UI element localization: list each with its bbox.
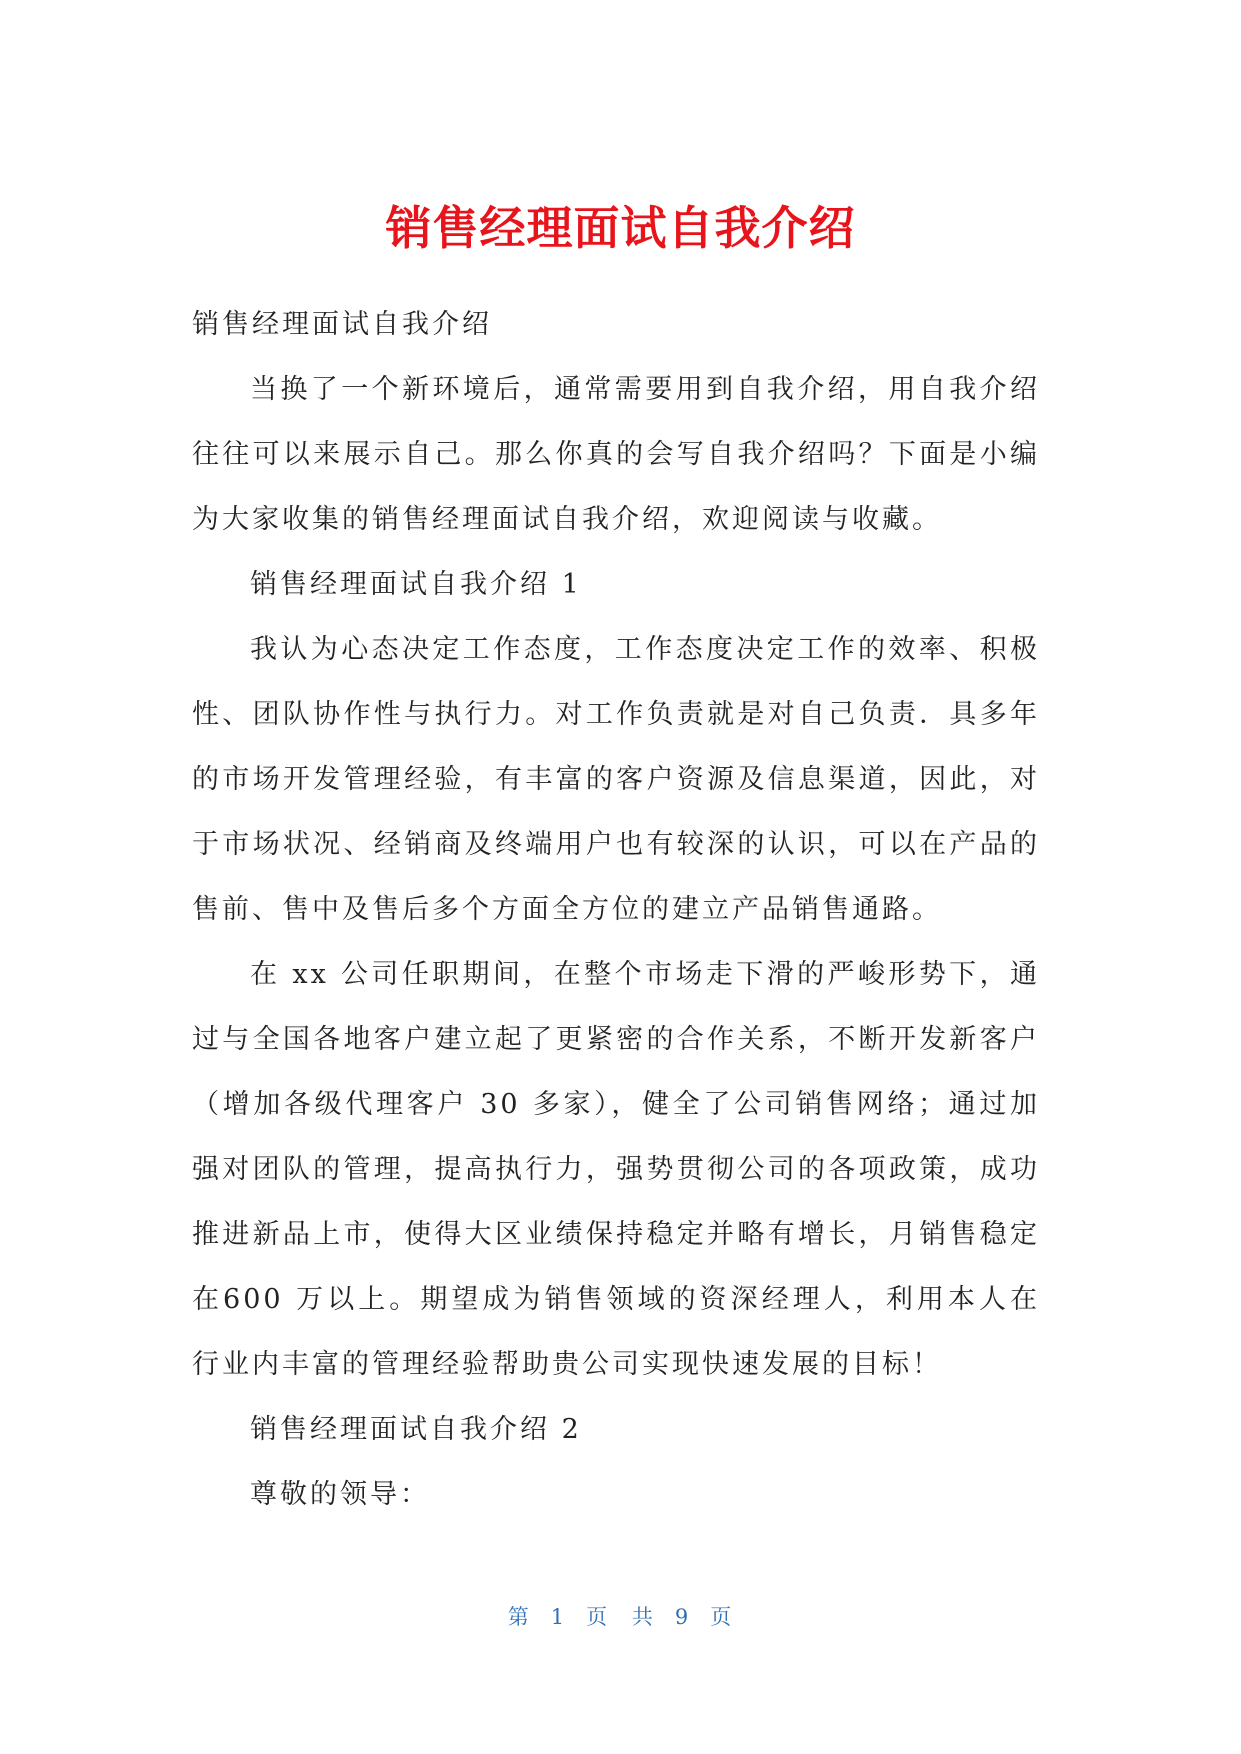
footer-suffix: 页: [710, 1605, 734, 1629]
footer-prefix: 第: [507, 1605, 531, 1629]
document-subtitle: 销售经理面试自我介绍: [192, 309, 492, 340]
section-1-paragraph-1: 我认为心态决定工作态度，工作态度决定工作的效率、积极性、团队协作性与执行力。对工作负责就是对自己负责．具多年的市场开发管理经验，有丰富的客户资源及信息渠道，因此，对于市场状况、经销商及终端用户也有较深的认识，可以在产品的售前、售中及售后多个方面全方位的建立产品销售通路。: [192, 634, 1040, 925]
section-1-paragraph-2: 在 xx 公司任职期间，在整个市场走下滑的严峻形势下，通过与全国各地客户建立起了更紧密的合作关系，不断开发新客户（增加各级代理客户 30 多家），健全了公司销售网络；通过加强对团队的管理，提高执行力，强势贯彻公司的各项政策，成功推进新品上市，使得大区业绩保持稳定并略有增长，月销售稳定在600 万以上。期望成为销售领域的资深经理人，利用本人在行业内丰富的管理经验帮助贵公司实现快速发展的目标！: [192, 959, 1040, 1380]
section-2-heading: 销售经理面试自我介绍 2: [250, 1414, 582, 1445]
intro-paragraph: 当换了一个新环境后，通常需要用到自我介绍，用自我介绍往往可以来展示自己。那么你真的会写自我介绍吗？下面是小编为大家收集的销售经理面试自我介绍，欢迎阅读与收藏。: [192, 374, 1040, 535]
document-title: 销售经理面试自我介绍: [385, 201, 856, 255]
page-footer: [0, 1602, 1241, 1632]
section-1-heading: 销售经理面试自我介绍 1: [250, 569, 582, 600]
footer-total-pages: 9: [674, 1605, 691, 1629]
section-2-greeting: 尊敬的领导：: [250, 1479, 430, 1510]
footer-middle: 页 共: [586, 1605, 655, 1629]
footer-current-page: 1: [550, 1605, 567, 1629]
document-body: [192, 292, 1040, 1527]
